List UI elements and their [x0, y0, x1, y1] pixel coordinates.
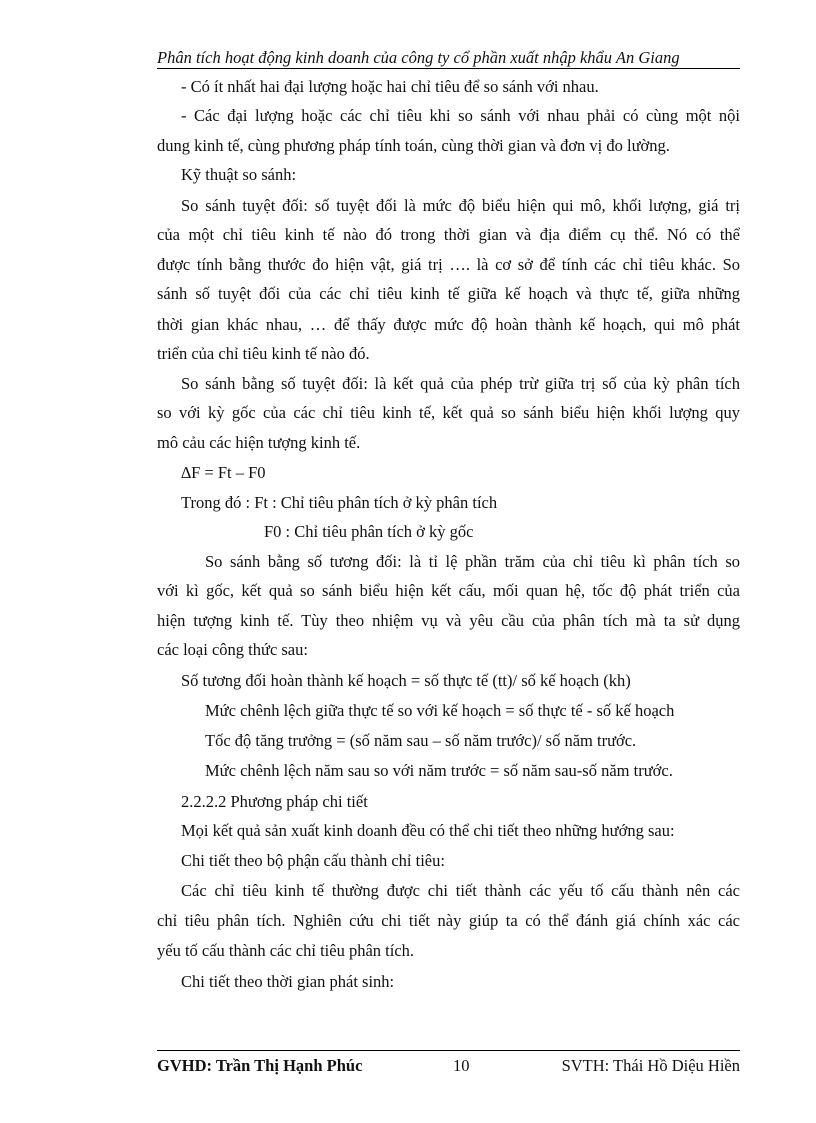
page-number: 10 — [453, 1056, 470, 1075]
section-heading: 2.2.2.2 Phương pháp chi tiết — [181, 792, 368, 811]
body-line: Kỹ thuật so sánh: — [181, 165, 297, 184]
body-line: Tốc độ tăng trưởng = (số năm sau – số năm trước)/ số năm trước. — [205, 731, 637, 750]
body-line: hiện tượng kinh tế. Tùy theo nhiệm vụ và yêu cầu của phân tích mà ta sử dụng — [157, 611, 740, 630]
body-line: - Có ít nhất hai đại lượng hoặc hai chỉ tiêu để so sánh với nhau. — [181, 77, 599, 96]
body-line: Số tương đối hoàn thành kế hoạch = số thực tế (tt)/ số kế hoạch (kh) — [181, 671, 631, 690]
body-line: Chi tiết theo bộ phận cấu thành chỉ tiêu: — [181, 851, 445, 870]
body-line: sánh số tuyệt đối của các chỉ tiêu kinh tế giữa kế hoạch và thực tế, giữa những — [157, 284, 740, 303]
body-line: Mọi kết quả sản xuất kinh doanh đều có thể chi tiết theo những hướng sau: — [181, 821, 675, 840]
body-line: Các chỉ tiêu kinh tế thường được chi tiết thành các yếu tố cấu thành nên các — [181, 881, 740, 900]
body-line: Mức chênh lệch giữa thực tế so với kế hoạch = số thực tế - số kế hoạch — [205, 701, 675, 720]
formula: ∆F = Ft – F0 — [181, 463, 266, 482]
body-line: chỉ tiêu phân tích. Nghiên cứu chi tiết này giúp ta có thể đánh giá chính xác các — [157, 911, 740, 930]
body-line: với kì gốc, kết quả so sánh biểu hiện kết cấu, mối quan hệ, tốc độ phát triển của — [157, 581, 740, 600]
footer-advisor: GVHD: Trần Thị Hạnh Phúc — [157, 1056, 363, 1075]
footer-divider — [157, 1050, 740, 1051]
body-line: Chi tiết theo thời gian phát sinh: — [181, 972, 395, 991]
header-divider — [157, 68, 740, 69]
body-line: yếu tố cấu thành các chỉ tiêu phân tích. — [157, 941, 415, 960]
body-line: thời gian khác nhau, … để thấy được mức độ hoàn thành kế hoạch, qui mô phát — [157, 315, 740, 334]
body-line: triển của chỉ tiêu kinh tế nào đó. — [157, 344, 370, 363]
footer-student: SVTH: Thái Hồ Diệu Hiền — [561, 1056, 740, 1075]
body-line: các loại công thức sau: — [157, 640, 308, 659]
body-line: Trong đó : Ft : Chỉ tiêu phân tích ở kỳ phân tích — [181, 493, 498, 512]
running-header: Phân tích hoạt động kinh doanh của công ty cổ phần xuất nhập khẩu An Giang — [157, 48, 680, 67]
body-line: So sánh tuyệt đối: số tuyệt đối là mức độ biểu hiện qui mô, khối lượng, giá trị — [181, 196, 740, 215]
body-line: F0 : Chỉ tiêu phân tích ở kỳ gốc — [264, 522, 474, 541]
body-line: mô cảu các hiện tượng kinh tế. — [157, 433, 361, 452]
body-line: So sánh bằng số tuyệt đối: là kết quả của phép trừ giữa trị số của kỳ phân tích — [181, 374, 740, 393]
body-line: được tính bằng thước đo hiện vật, giá trị …. là cơ sở để tính các chỉ tiêu khác. So — [157, 255, 740, 274]
body-line: so với kỳ gốc của các chỉ tiêu kinh tế, kết quả so sánh biểu hiện khối lượng quy — [157, 403, 740, 422]
body-line: của một chỉ tiêu kinh tế nào đó trong thời gian và địa điểm cụ thể. Nó có thể — [157, 225, 740, 244]
body-line: dung kinh tế, cùng phương pháp tính toán, cùng thời gian và đơn vị đo lường. — [157, 136, 670, 155]
body-line: So sánh bằng số tương đối: là tỉ lệ phần trăm của chỉ tiêu kì phân tích so — [205, 552, 740, 571]
body-line: Mức chênh lệch năm sau so với năm trước = số năm sau-số năm trước. — [205, 761, 673, 780]
body-line: - Các đại lượng hoặc các chỉ tiêu khi so sánh với nhau phải có cùng một nội — [181, 106, 740, 125]
